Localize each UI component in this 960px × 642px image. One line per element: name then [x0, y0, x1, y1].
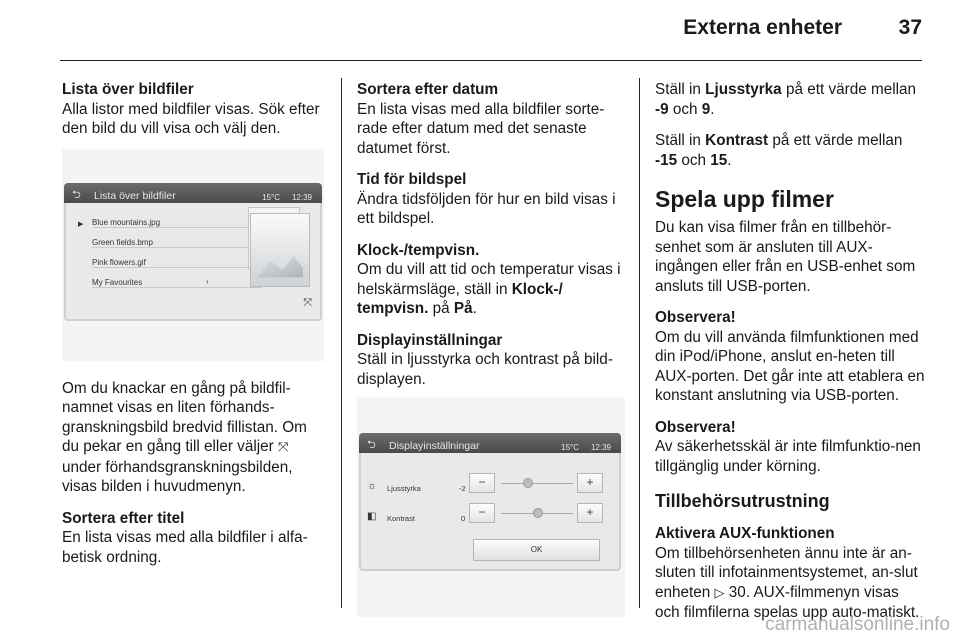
- contrast-label: Kontrast: [387, 514, 415, 523]
- column-3: Ställ in Ljusstyrka på ett värde mellan -9 och 9. Ställ in Kontrast på ett värde mellan -15 och 15. Spela upp filmer Du kan visa filmer från en tillbehör-senhet som är ansluten till AUX-ingången eller från en USB-enhet som ansluts till USB-porten. Observera! Om du vill använda filmfunktionen med din iPod/iPhone, anslut en-heten till AUX-porten. Det går inte att etablera en konstant anslutning via USB-porten. Observera! Av säkerhetsskäl är inte filmfunktio-nen tillgänglig under körning. Tillbehörsutrustning Aktivera AUX-funktionen Om tillbehörsenheten ännu inte är an-sluten till infotainmentsystemet, an-slut enheten ▷ 30. AUX-filmmenyn visas och filmfilerna spelas upp auto-matiskt.: [655, 81, 925, 621]
- clock: 12:39: [590, 443, 611, 452]
- brightness-label: Ljusstyrka: [387, 484, 421, 493]
- page-reference[interactable]: 30: [728, 583, 746, 601]
- brightness-plus-button: +: [577, 473, 603, 493]
- list-item: My Favourites: [92, 277, 143, 287]
- display-screen: [64, 183, 322, 321]
- heading-activate-aux: Aktivera AUX-funktionen: [655, 525, 835, 542]
- setting-name: Kontrast: [705, 132, 769, 149]
- divider: [92, 267, 262, 268]
- chapter-title: Externa enheter: [683, 16, 842, 39]
- ok-button: OK: [473, 539, 600, 561]
- contrast-plus-button: +: [577, 503, 603, 523]
- fullscreen-icon: ⤧: [303, 296, 312, 309]
- contrast-knob: [533, 508, 543, 518]
- note-heading: Observera!: [655, 418, 736, 436]
- paragraph-text: på ett värde mellan: [785, 81, 917, 98]
- note-text: Om du vill använda filmfunktionen med din iPod/iPhone, anslut en-heten till AUX-porten. Det går inte att etablera en konstant anslutning via USB-porten.: [655, 328, 925, 404]
- paragraph: En lista visas med alla bildfiler sorte-rade efter datum med det senaste datumet först.: [357, 100, 605, 157]
- brightness-minus-button: −: [469, 473, 495, 493]
- divider: [92, 247, 262, 248]
- divider: [92, 227, 262, 228]
- paragraph-text: på: [432, 300, 450, 317]
- paragraph: Du kan visa filmer från en tillbehör-senhet som är ansluten till AUX-ingången eller från en USB-enhet som ansluts till USB-porten.: [655, 219, 916, 295]
- mountain-image: [257, 254, 303, 278]
- contrast-value: 0: [461, 514, 466, 523]
- column-2: Sortera efter datum En lista visas med alla bildfiler sorte-rade efter datum med det senaste datumet först. Tid för bildspel Ändra tidsföljden för hur en bild visas i ett bildspel. Klock-/tempvisn. Om du vill att tid och temperatur visas i helskärmsläge, ställ in Klock-/ tempvisn. på På. Displayinställningar Ställ in ljusstyrka och kontrast på bild-displayen. ⮌ Displayinställningar 15°C 12:39 ☼ Ljusstyrka -2 − + ◧ Kontrast 0 − + OK: [357, 80, 625, 617]
- column-1: [62, 80, 324, 567]
- title-bar: [64, 183, 322, 203]
- heading-image-list: Lista över bildfiler: [62, 81, 194, 98]
- min-value: -9: [655, 100, 669, 118]
- paragraph-text: . AUX-filmmenyn visas och filmfilerna spelas upp auto-matiskt.: [655, 583, 920, 621]
- max-value: 15: [710, 151, 728, 169]
- paragraph-text: Ställ in: [655, 81, 701, 98]
- heading-sort-title: Sortera efter titel: [62, 509, 185, 527]
- page-reference-icon: ▷: [714, 585, 725, 601]
- page-header: [0, 0, 960, 70]
- list-item: Green fields.bmp: [92, 237, 153, 247]
- note-text: Av säkerhetsskäl är inte filmfunktio-nen tillgänglig under körning.: [655, 438, 921, 475]
- header-rule: [60, 60, 922, 61]
- brightness-value: -2: [459, 484, 466, 493]
- note-heading: Observera!: [655, 309, 736, 326]
- chevron-right-icon: ›: [206, 276, 209, 286]
- paragraph: Ändra tidsföljden för hur en bild visas i ett bildspel.: [357, 190, 616, 227]
- temperature: 15°C: [561, 443, 579, 452]
- play-icon: ▶: [78, 220, 84, 228]
- list-item: Blue mountains.jpg: [92, 217, 161, 227]
- paragraph: En lista visas med alla bildfiler i alfa-betisk ordning.: [62, 529, 308, 566]
- divider: [92, 287, 262, 288]
- list-item: Pink flowers.gif: [92, 257, 146, 267]
- paragraph-text: och: [681, 151, 707, 169]
- heading-sort-date: Sortera efter datum: [357, 81, 499, 98]
- paragraph-text: Om du knackar en gång på bildfil-namnet visas en liten förhands-granskningsbild bredvid fillistan. Om du pekar en gång till eller väljer: [62, 379, 307, 455]
- setting-name: Klock-/ tempvisn.: [357, 280, 563, 317]
- setting-name: Ljusstyrka: [705, 81, 782, 98]
- column-divider: [341, 78, 342, 608]
- display-screen: [359, 433, 621, 571]
- screenshot-display-settings: [357, 397, 625, 617]
- clock: 12:39: [291, 192, 312, 202]
- preview-thumbnail: [250, 213, 310, 287]
- contrast-minus-button: −: [469, 503, 495, 523]
- fullscreen-icon: ⤧: [277, 440, 289, 455]
- screenshot-image-list: [62, 149, 324, 361]
- paragraph-text: Ställ in: [655, 132, 701, 149]
- contrast-icon: ◧: [367, 511, 377, 522]
- paragraph: Ställ in ljusstyrka och kontrast på bild-displayen.: [357, 351, 613, 388]
- heading-play-movies: Spela upp filmer: [655, 186, 834, 212]
- paragraph-text: Om tillbehörsenheten ännu inte är an-sluten till infotainmentsystemet, an-slut enheten: [655, 544, 918, 601]
- heading-clock: Klock-/tempvisn.: [357, 241, 480, 259]
- brightness-knob: [523, 478, 533, 488]
- paragraph: Alla listor med bildfiler visas. Sök efter den bild du vill visa och välj den.: [62, 100, 320, 137]
- screen-title: Displayinställningar: [389, 440, 480, 452]
- paragraph-text: och: [672, 100, 698, 118]
- page-number: 37: [898, 16, 922, 39]
- back-icon: ⮌: [72, 188, 81, 201]
- screen-title: Lista över bildfiler: [94, 189, 176, 202]
- sun-icon: ☼: [367, 480, 378, 492]
- back-icon: ⮌: [367, 439, 376, 451]
- paragraph-text: under förhandsgranskningsbilden, visas bilden i huvudmenyn.: [62, 458, 293, 495]
- paragraph-text: på ett värde mellan: [772, 132, 903, 149]
- heading-slideshow: Tid för bildspel: [357, 171, 467, 188]
- max-value: 9: [701, 100, 711, 118]
- brightness-slider: [501, 483, 573, 484]
- column-divider: [639, 78, 640, 608]
- setting-value: På: [453, 300, 473, 317]
- heading-accessories: Tillbehörsutrustning: [655, 491, 830, 511]
- heading-display-settings: Displayinställningar: [357, 331, 503, 349]
- paragraph: [62, 379, 324, 497]
- min-value: -15: [655, 151, 678, 169]
- paragraph-text: Om du vill att tid och temperatur visas i helskärmsläge, ställ in: [357, 261, 621, 298]
- title-bar: [359, 433, 621, 453]
- temperature: 15°C: [262, 192, 280, 202]
- watermark: carmanualsonline.info: [765, 614, 950, 635]
